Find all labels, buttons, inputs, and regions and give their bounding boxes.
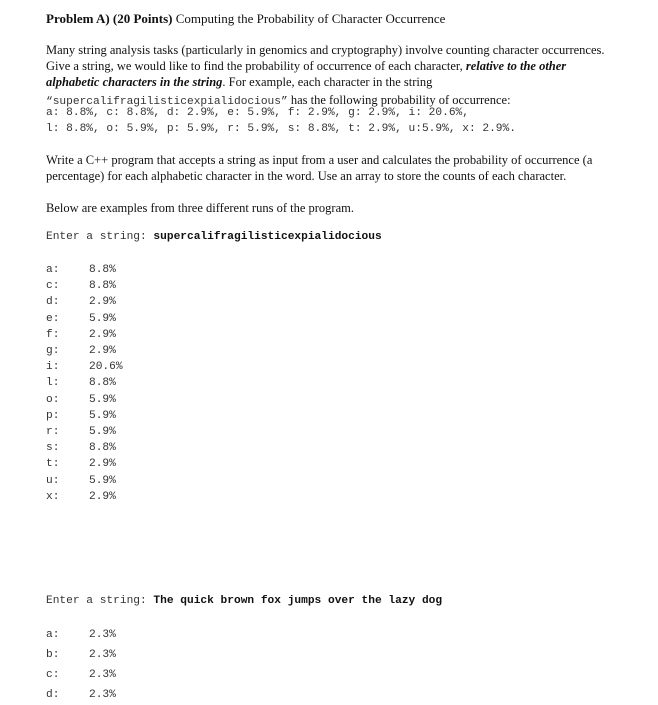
intro-line-1: Many string analysis tasks (particularly in genomics and cryptography) involve counting character occurrences. <box>46 43 605 57</box>
run2-prompt-line <box>46 595 442 607</box>
output-percent: 2.3% <box>89 629 116 641</box>
intro-line-3 <box>46 75 432 90</box>
output-percent: 5.9% <box>89 474 116 487</box>
output-percent: 5.9% <box>89 312 116 325</box>
output-char: o: <box>46 393 60 406</box>
output-percent: 8.8% <box>89 280 116 293</box>
problem-title: Computing the Probability of Character Occurrence <box>175 11 446 26</box>
run1-prompt: Enter a string: <box>46 231 154 243</box>
output-char: c: <box>46 669 60 681</box>
examples-intro: Below are examples from three different runs of the program. <box>46 201 354 215</box>
output-char: a: <box>46 264 60 276</box>
output-percent: 2.3% <box>89 649 116 661</box>
output-char: x: <box>46 490 60 503</box>
output-percent: 2.9% <box>89 345 116 357</box>
intro-line-2-emphasis: relative to the other <box>465 59 567 73</box>
output-char: s: <box>46 442 60 455</box>
output-percent: 2.9% <box>89 296 116 309</box>
output-char: d: <box>46 689 60 701</box>
intro-line-2-text: Give a string, we would like to find the probability of occurrence of each character, <box>46 59 466 73</box>
intro-line-3-text: . For example, each character in the string <box>222 75 433 89</box>
output-char: f: <box>46 328 60 341</box>
task-line-1: Write a C++ program that accepts a string as input from a user and calculates the probability of occurrence (a <box>46 153 593 167</box>
output-percent: 8.8% <box>89 442 116 455</box>
output-percent: 2.9% <box>89 328 116 341</box>
output-char: b: <box>46 649 60 661</box>
output-char: e: <box>46 312 60 325</box>
output-char: a: <box>46 629 60 641</box>
probabilities-line-1: a: 8.8%, c: 8.8%, d: 2.9%, e: 5.9%, f: 2.9%, g: 2.9%, i: 20.6%, <box>46 107 469 119</box>
output-char: i: <box>46 361 60 374</box>
problem-heading <box>46 11 445 27</box>
output-char: r: <box>46 426 60 438</box>
output-percent: 5.9% <box>89 393 116 406</box>
example-string: “supercalifragilisticexpialidocious” <box>46 96 288 108</box>
problem-label: Problem A) (20 Points) <box>46 11 173 26</box>
intro-line-4-text: has the following probability of occurrence: <box>287 93 511 107</box>
output-char: u: <box>46 474 60 487</box>
run2-input: The quick brown fox jumps over the lazy dog <box>153 595 443 607</box>
output-char: t: <box>46 458 60 471</box>
output-char: p: <box>46 409 60 422</box>
run1-prompt-line <box>46 231 382 243</box>
output-char: g: <box>46 345 60 357</box>
probabilities-line-2: l: 8.8%, o: 5.9%, p: 5.9%, r: 5.9%, s: 8.8%, t: 2.9%, u:5.9%, x: 2.9%. <box>46 123 516 135</box>
intro-line-2 <box>46 59 566 74</box>
output-char: l: <box>46 377 60 390</box>
output-char: c: <box>46 280 60 293</box>
run2-prompt: Enter a string: <box>46 595 154 607</box>
output-percent: 2.3% <box>89 669 116 681</box>
task-line-2: percentage) for each alphabetic character in the word. Use an array to store the counts of each character. <box>46 169 567 183</box>
output-percent: 8.8% <box>89 377 116 390</box>
output-char: d: <box>46 296 60 309</box>
intro-line-3-emphasis: alphabetic characters in the string <box>46 75 223 89</box>
output-percent: 5.9% <box>89 426 116 438</box>
output-percent: 8.8% <box>89 264 116 276</box>
output-percent: 20.6% <box>89 361 123 374</box>
output-percent: 5.9% <box>89 409 116 422</box>
output-percent: 2.9% <box>89 458 116 471</box>
run1-input: supercalifragilisticexpialidocious <box>153 231 382 243</box>
output-percent: 2.3% <box>89 689 116 701</box>
output-percent: 2.9% <box>89 490 116 503</box>
